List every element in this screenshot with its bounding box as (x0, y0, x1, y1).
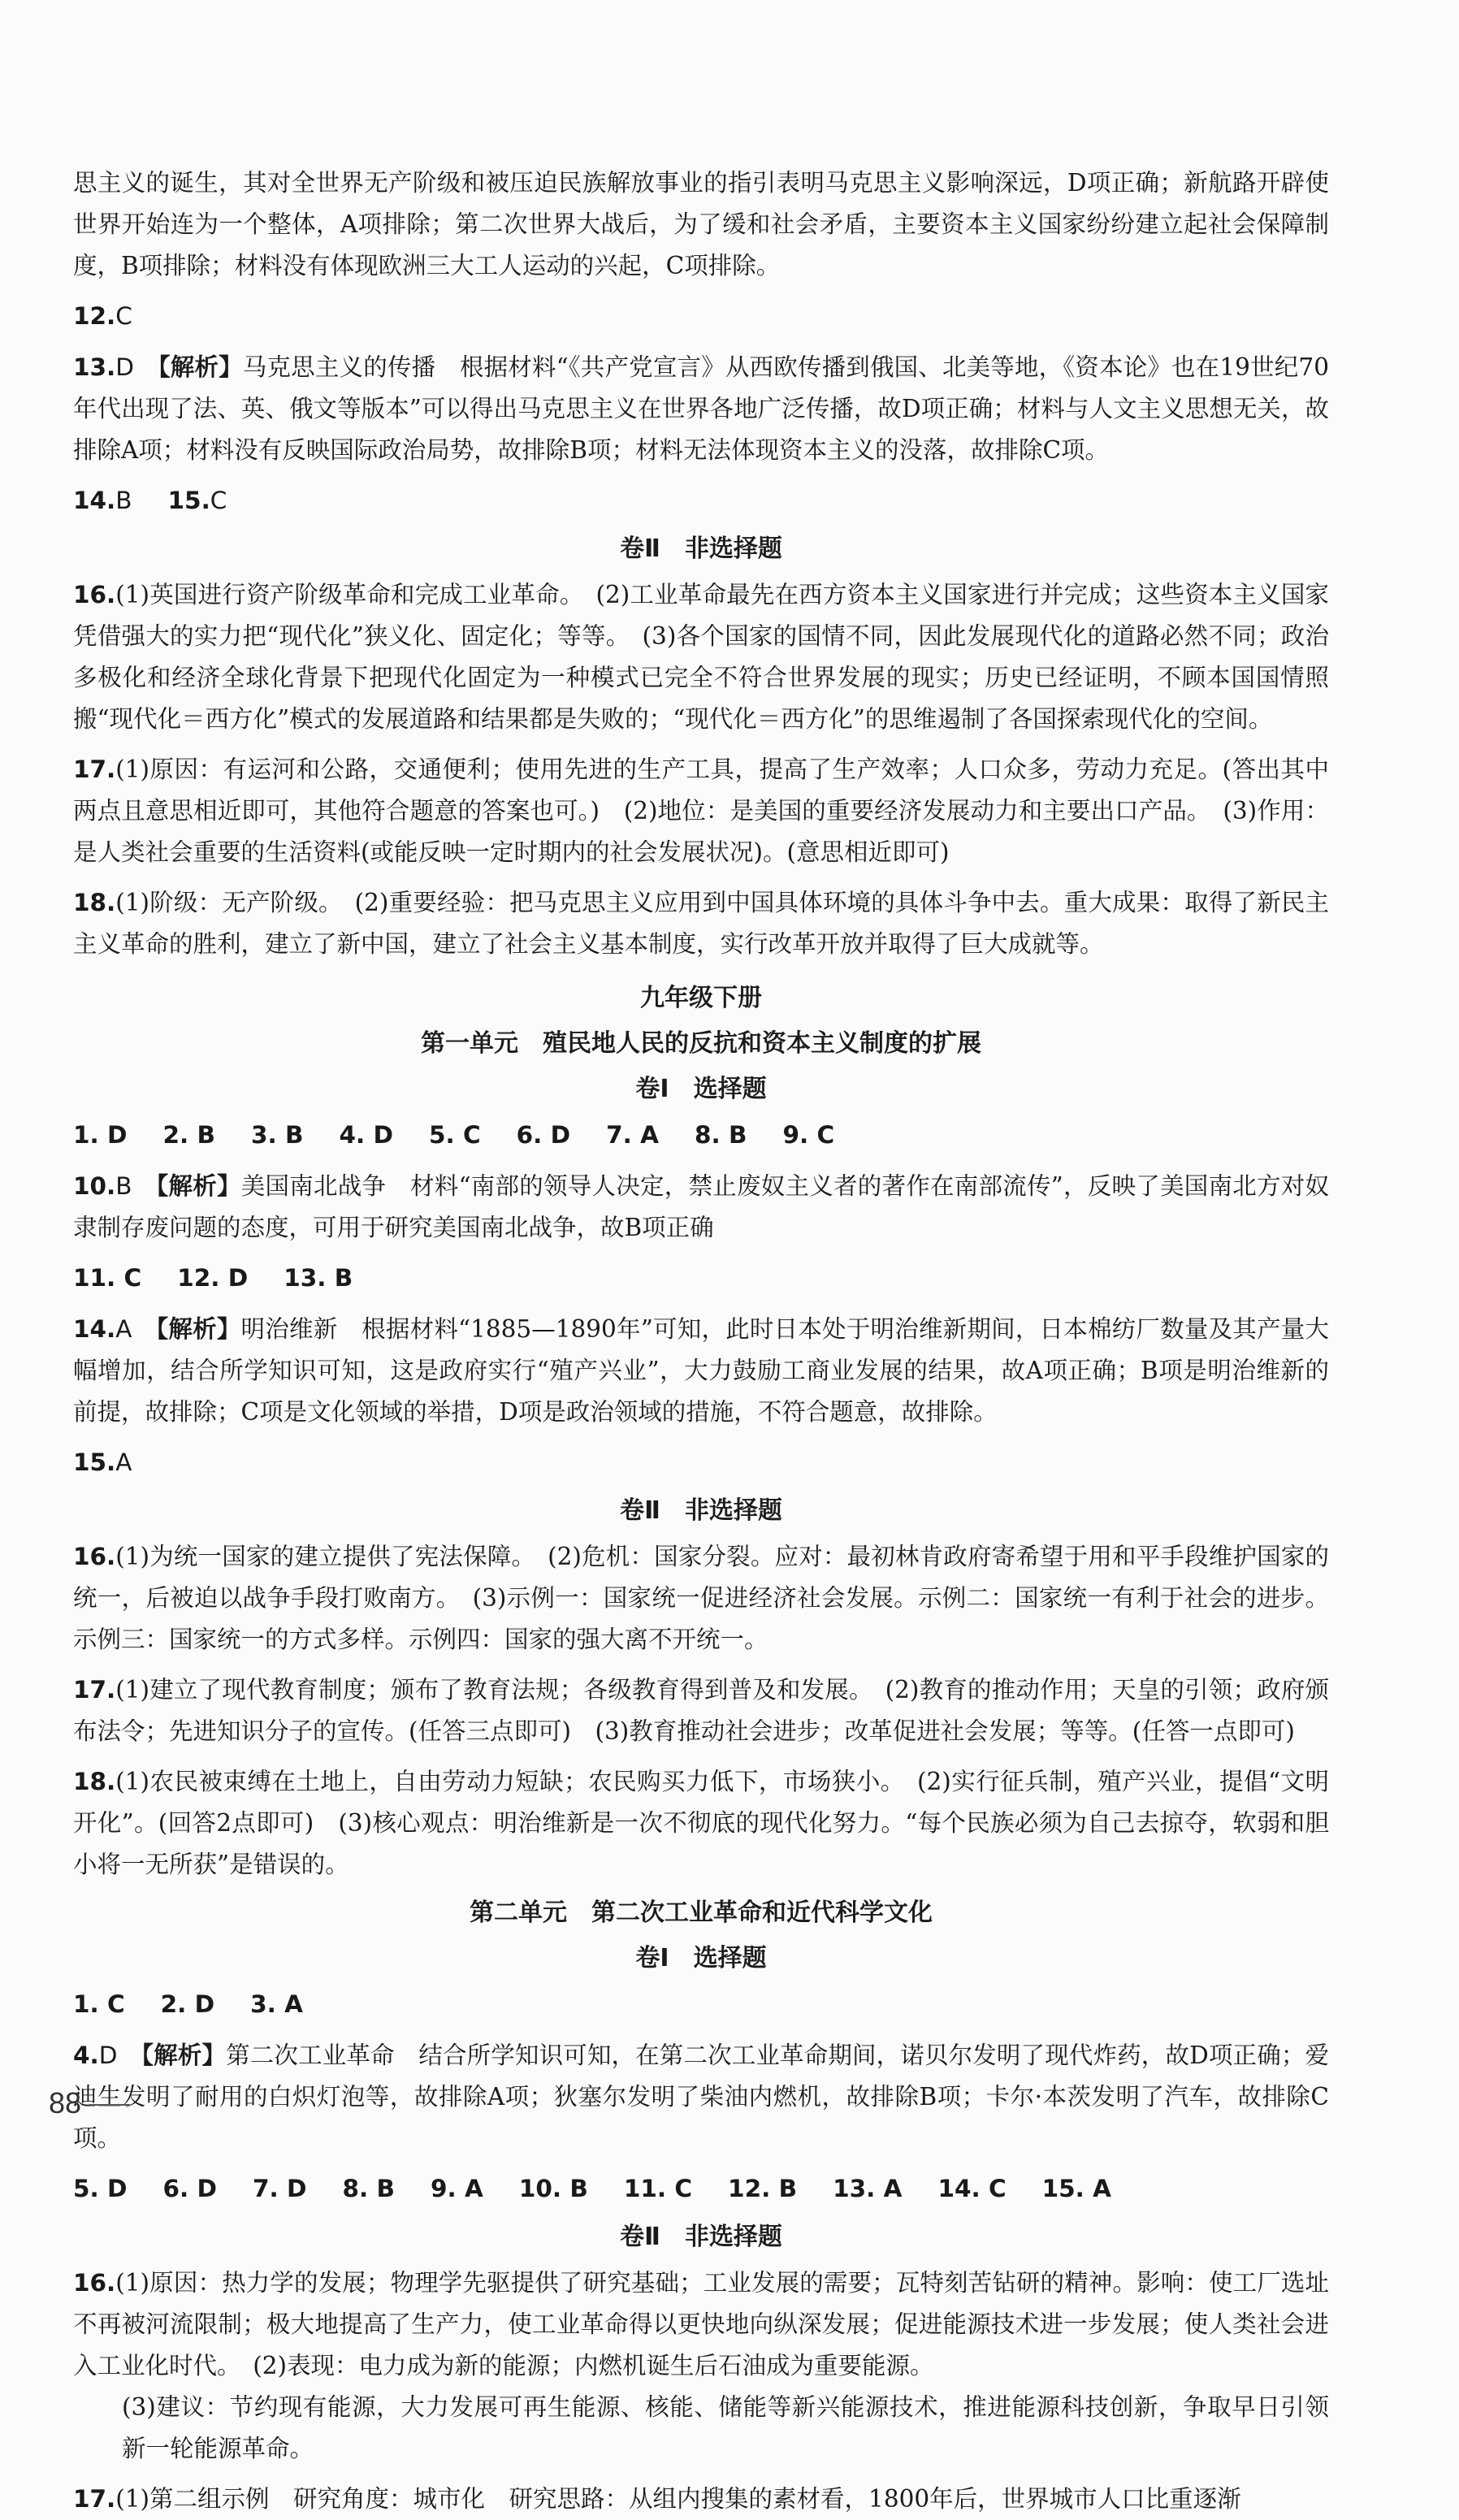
answer-10 (73, 1165, 1329, 1249)
page-number (49, 2086, 130, 2120)
mcq-item: 9. A (431, 2175, 483, 2202)
answer-text: (1)为统一国家的建立提供了宪法保障。 (2)危机：国家分裂。应对：最初林肯政府寄希望于用和平手段维护国家的统一，后被迫以战争手段打败南方。 (3)示例一：国家统一促进经济社会发展。示例二：国家统一有利于社会的进步。示例三：国家统一的方式多样。示例四：国家的强大离不开统一。 (73, 1543, 1329, 1653)
analysis-tag: 【解析】 (141, 2041, 227, 2069)
answer-18 (73, 882, 1329, 965)
question-number: 17. (73, 1676, 116, 1704)
grade-heading: 九年级下册 (640, 984, 762, 1012)
answer-17 (73, 749, 1329, 873)
mcq-item: 12. D (177, 1264, 249, 1292)
mcq-item: 9. C (782, 1121, 835, 1149)
mcq-item: 13. A (833, 2175, 903, 2202)
mcq-answers (73, 2168, 1329, 2210)
mcq-item: 13. B (284, 1264, 353, 1292)
question-number: 15. (167, 487, 210, 514)
answer-16-part3: (3)建议：节约现有能源，大力发展可再生能源、核能、储能等新兴能源技术，推进能源科技创新，争取早日引领新一轮能源革命。 (122, 2393, 1329, 2462)
mcq-item: 1. D (73, 1121, 128, 1149)
mcq-item: 7. A (606, 1121, 659, 1149)
answer-14-15 (73, 480, 1329, 522)
answer-text: (1)第二组示例 研究角度：城市化 研究思路：从组内搜集的素材看，1800年后，世界城市人口比重逐渐 (115, 2485, 1241, 2513)
answer-18 (73, 1761, 1329, 1886)
answer-16 (73, 1536, 1329, 1661)
section-heading: 卷Ⅰ 选择题 (635, 1944, 767, 1972)
unit-heading: 第二单元 第二次工业革命和近代科学文化 (470, 1899, 933, 1927)
analysis-tag: 【解析】 (156, 1171, 241, 1200)
answer-letter: A (115, 1448, 132, 1476)
section-heading: 卷Ⅱ 非选择题 (620, 1496, 782, 1525)
mcq-item: 5. D (73, 2175, 128, 2202)
answer-letter: B (115, 487, 132, 514)
mcq-item: 14. C (937, 2175, 1007, 2202)
analysis-tag: 【解析】 (156, 1314, 241, 1343)
question-number: 16. (73, 2269, 116, 2297)
answer-letter: A (115, 1315, 132, 1343)
analysis-text: 明治维新 根据材料“1885—1890年”可知，此时日本处于明治维新期间，日本棉纺厂数量及其产量大幅增加，结合所学知识可知，这是政府实行“殖产兴业”，大力鼓励工商业发展的结果，故A项正确；B项是明治维新的前提，故排除；C项是文化领域的举措，D项是政治领域的措施，不符合题意，故排除。 (73, 1315, 1329, 1426)
answer-14 (73, 1308, 1329, 1433)
folio-rule (89, 2104, 130, 2106)
mcq-item: 3. B (251, 1121, 304, 1149)
answer-text: (1)英国进行资产阶级革命和完成工业革命。 (2)工业革命最先在西方资本主义国家进行并完成；这些资本主义国家凭借强大的实力把“现代化”狭义化、固定化；等等。 (3)各个国家的国情不同，因此发展现代化的道路必然不同；政治多极化和经济全球化背景下把现代化固定为一种模式已完全不符合世界发展的现实；历史已经证明，不顾本国国情照搬“现代化＝西方化”模式的发展道路和结果都是失败的；“现代化＝西方化”的思维遏制了各国探索现代化的空间。 (73, 581, 1329, 733)
answer-16 (73, 2262, 1329, 2387)
mcq-item: 6. D (516, 1121, 571, 1149)
answer-text: (1)建立了现代教育制度；颁布了教育法规；各级教育得到普及和发展。 (2)教育的推动作用；天皇的引领；政府颁布法令；先进知识分子的宣传。(任答三点即可) (3)教育推动社会进步；改革促进社会发展；等等。(任答一点即可) (73, 1676, 1329, 1745)
mcq-item: 4. D (339, 1121, 393, 1149)
mcq-item: 11. C (73, 1264, 142, 1292)
mcq-item: 2. D (160, 1990, 215, 2018)
analysis-tag: 【解析】 (158, 353, 243, 381)
question-number: 18. (73, 1768, 116, 1795)
mcq-item: 6. D (162, 2175, 217, 2202)
paragraph: 思主义的诞生，其对全世界无产阶级和被压迫民族解放事业的指引表明马克思主义影响深远，D项正确；新航路开辟使世界开始连为一个整体，A项排除；第二次世界大战后，为了缓和社会矛盾，主要资本主义国家纷纷建立起社会保障制度，B项排除；材料没有体现欧洲三大工人运动的兴起，C项排除。 (73, 169, 1329, 279)
mcq-item: 8. B (695, 1121, 747, 1149)
mcq-item: 2. B (162, 1121, 215, 1149)
answer-letter: C (115, 302, 132, 330)
answer-15 (73, 1442, 1329, 1483)
analysis-text: 马克思主义的传播 根据材料“《共产党宣言》从西欧传播到俄国、北美等地，《资本论》也在19世纪70年代出现了法、英、俄文等版本”可以得出马克思主义在世界各地广泛传播，故D项正确；材料与人文主义思想无关，故排除A项；材料没有反映国际政治局势，故排除B项；材料无法体现资本主义的没落，故排除C项。 (73, 353, 1329, 464)
question-number: 16. (73, 1543, 116, 1570)
answer-17 (73, 2479, 1329, 2520)
mcq-answers (73, 1115, 1329, 1156)
section-heading: 卷Ⅱ 非选择题 (620, 2223, 782, 2251)
mcq-answers (73, 1984, 1329, 2025)
mcq-item: 1. C (73, 1990, 125, 2018)
mcq-answers (73, 1258, 1329, 1299)
mcq-item: 15. A (1041, 2175, 1111, 2202)
page-number-text: 88 (49, 2086, 82, 2119)
mcq-item: 5. C (429, 1121, 481, 1149)
question-number: 12. (73, 302, 116, 330)
unit-heading: 第一单元 殖民地人民的反抗和资本主义制度的扩展 (421, 1029, 981, 1058)
answer-text: (1)农民被束缚在土地上，自由劳动力短缺；农民购买力低下，市场狭小。 (2)实行征兵制，殖产兴业，提倡“文明开化”。(回答2点即可) (3)核心观点：明治维新是一次不彻底的现代化努力。“每个民族必须为自己去掠夺，软弱和胆小将一无所获”是错误的。 (73, 1768, 1329, 1878)
question-number: 17. (73, 756, 116, 783)
mcq-item: 3. A (250, 1990, 303, 2018)
mcq-item: 12. B (728, 2175, 798, 2202)
question-number: 18. (73, 889, 116, 916)
question-number: 14. (73, 487, 116, 514)
question-number: 14. (73, 1315, 116, 1343)
analysis-text: 第二次工业革命 结合所学知识可知，在第二次工业革命期间，诺贝尔发明了现代炸药，故D项正确；爱迪生发明了耐用的白炽灯泡等，故排除A项；狄塞尔发明了柴油内燃机，故排除B项；卡尔·本茨发明了汽车，故排除C项。 (73, 2042, 1329, 2152)
mcq-item: 7. D (253, 2175, 307, 2202)
section-heading: 卷Ⅰ 选择题 (635, 1075, 767, 1103)
answer-letter: D (115, 353, 134, 381)
answer-4 (73, 2034, 1329, 2159)
question-number: 16. (73, 581, 116, 608)
answer-12 (73, 296, 1329, 337)
mcq-item: 10. B (518, 2175, 588, 2202)
answer-letter: D (98, 2042, 118, 2069)
section-heading: 卷Ⅱ 非选择题 (620, 535, 782, 563)
answer-16 (73, 574, 1329, 740)
answer-letter: B (115, 1172, 132, 1200)
answer-13 (73, 346, 1329, 471)
answer-letter: C (210, 487, 227, 514)
answer-17 (73, 1669, 1329, 1752)
analysis-text: 美国南北战争 材料“南部的领导人决定，禁止废奴主义者的著作在南部流传”，反映了美国南北方对奴隶制存废问题的态度，可用于研究美国南北战争，故B项正确 (73, 1172, 1329, 1241)
question-number: 10. (73, 1172, 116, 1200)
question-number: 4. (73, 2042, 99, 2069)
mcq-item: 8. B (342, 2175, 395, 2202)
question-number: 15. (73, 1448, 116, 1476)
answer-text: (1)阶级：无产阶级。 (2)重要经验：把马克思主义应用到中国具体环境的具体斗争中去。重大成果：取得了新民主主义革命的胜利，建立了新中国，建立了社会主义基本制度，实行改革开放并取得了巨大成就等。 (73, 889, 1329, 958)
question-number: 17. (73, 2485, 116, 2513)
question-number: 13. (73, 353, 116, 381)
answer-text: (1)原因：有运河和公路，交通便利；使用先进的生产工具，提高了生产效率；人口众多，劳动力充足。(答出其中两点且意思相近即可，其他符合题意的答案也可。) (2)地位：是美国的重要经济发展动力和主要出口产品。 (3)作用：是人类社会重要的生活资料(或能反映一定时期内的社会发展状况)。(意思相近即可) (73, 756, 1329, 866)
mcq-item: 11. C (623, 2175, 693, 2202)
answer-text: (1)原因：热力学的发展；物理学先驱提供了研究基础；工业发展的需要；瓦特刻苦钻研的精神。影响：使工厂选址不再被河流限制；极大地提高了生产力，使工业革命得以更快地向纵深发展；促进能源技术进一步发展；使人类社会进入工业化时代。 (2)表现：电力成为新的能源；内燃机诞生后石油成为重要能源。 (73, 2269, 1329, 2379)
